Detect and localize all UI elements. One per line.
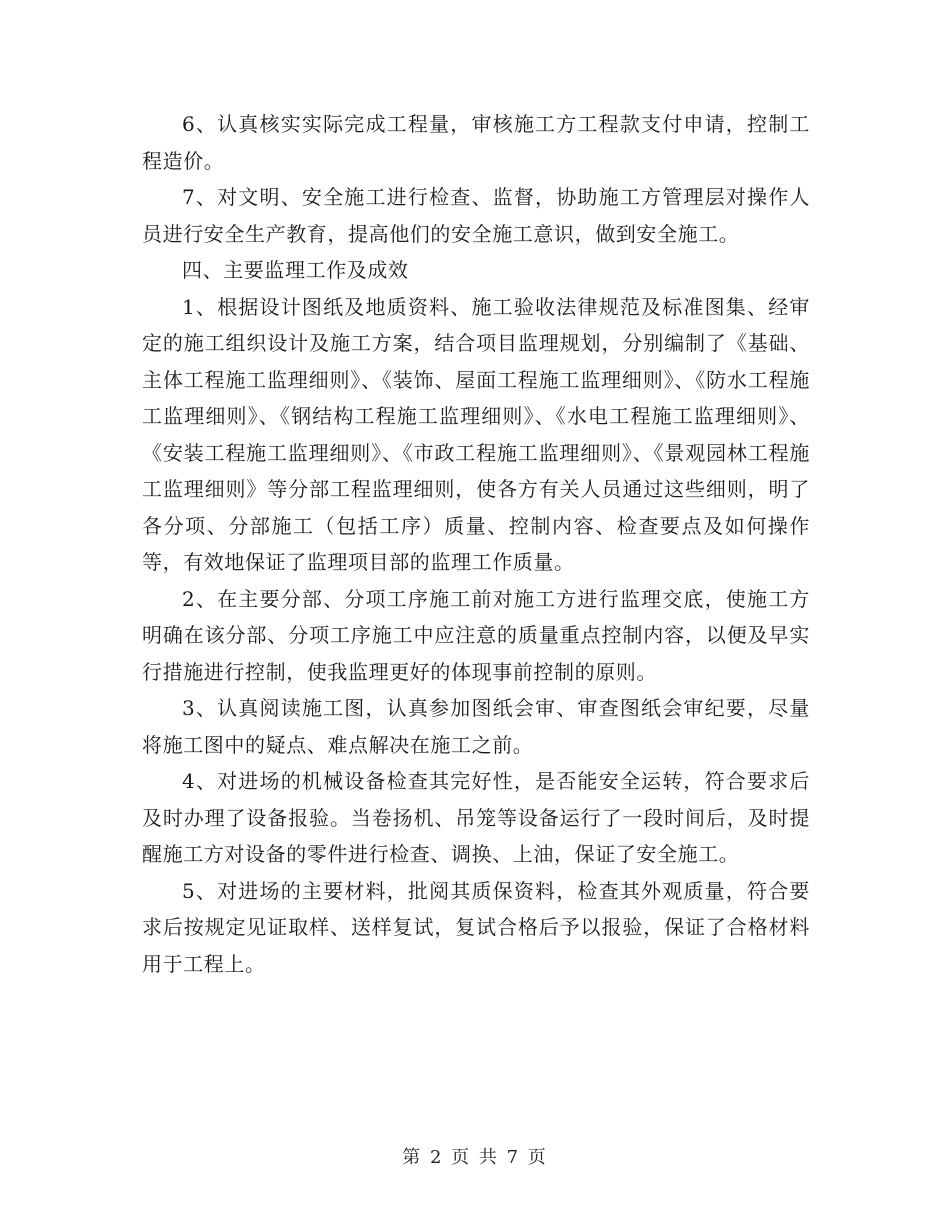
paragraph-item-1: 1、根据设计图纸及地质资料、施工验收法律规范及标准图集、经审定的施工组织设计及施工方案，结合项目监理规划，分别编制了《基础、主体工程施工监理细则》、《装饰、屋面工程施工监理细则》、《防水工程施工监理细则》、《钢结构工程施工监理细则》、《水电工程施工监理细则》、《安装工程施工监理细则》、《市政工程施工监理细则》、《景观园林工程施工监理细则》等分部工程监理细则，使各方有关人员通过这些细则，明了各分项、分部施工（包括工序）质量、控制内容、检查要点及如何操作等，有效地保证了监理项目部的监理工作质量。	[142, 294, 810, 574]
paragraph-item-6: 6、认真核实实际完成工程量，审核施工方工程款支付申请，控制工程造价。	[142, 112, 810, 173]
page-number-footer: 第 2 页 共 7 页	[402, 1147, 548, 1168]
paragraph-item-7: 7、对文明、安全施工进行检查、监督，协助施工方管理层对操作人员进行安全生产教育，提高他们的安全施工意识，做到安全施工。	[142, 185, 810, 246]
paragraph-item-4: 4、对进场的机械设备检查其完好性，是否能安全运转，符合要求后及时办理了设备报验。当卷扬机、吊笼等设备运行了一段时间后，及时提醒施工方对设备的零件进行检查、调换、上油，保证了安全施工。	[142, 769, 810, 866]
paragraph-item-2: 2、在主要分部、分项工序施工前对施工方进行监理交底，使施工方明确在该分部、分项工序施工中应注意的质量重点控制内容，以便及早实行措施进行控制，使我监理更好的体现事前控制的原则。	[142, 586, 810, 684]
paragraph-item-3: 3、认真阅读施工图，认真参加图纸会审、审查图纸会审纪要，尽量将施工图中的疑点、难点解决在施工之前。	[142, 696, 810, 757]
paragraph-item-5: 5、对进场的主要材料，批阅其质保资料，检查其外观质量，符合要求后按规定见证取样、送样复试，复试合格后予以报验，保证了合格材料用于工程上。	[142, 878, 810, 976]
document-body	[142, 106, 810, 982]
section-heading: 四、主要监理工作及成效	[182, 258, 409, 282]
